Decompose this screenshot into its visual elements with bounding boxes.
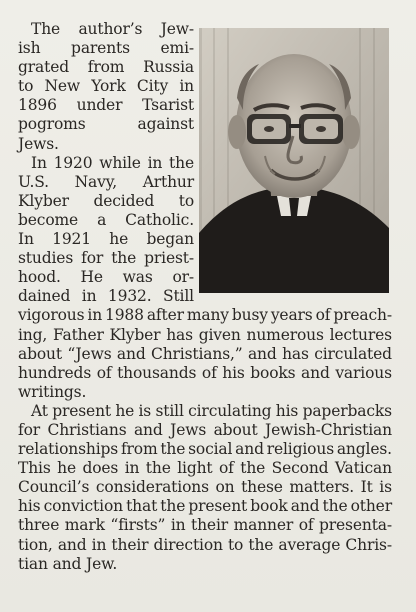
text-line: hood. He was or- (18, 268, 194, 287)
text-line: tian and Jew. (18, 554, 118, 573)
text-line: The author’s Jew- (31, 20, 194, 38)
text-line: ish parents emi- (18, 39, 194, 58)
text-line: Council’s considerations on these matters. It is (18, 478, 392, 497)
text-line: grated from Russia (18, 58, 194, 77)
text-line: At present he is still circulating his paperbacks (31, 401, 392, 420)
text-line: to New York City in (18, 77, 194, 96)
text-line: dained in 1932. Still (18, 287, 194, 306)
text-line: In 1920 while in the (31, 153, 194, 172)
text-line: U.S. Navy, Arthur (18, 172, 194, 191)
text-line: hundreds of thousands of his books and various (18, 363, 392, 382)
text-line: studies for the priest- (18, 249, 194, 268)
text-line: tion, and in their direction to the average Chris- (18, 535, 392, 554)
text-line: become a Catholic. (18, 210, 194, 229)
text-line: writings. (18, 382, 87, 401)
text-line: Jews. (18, 134, 59, 153)
text-line: about “Jews and Christians,” and has circulated (18, 344, 392, 363)
text-line: In 1921 he began (18, 230, 194, 249)
text-line: 1896 under Tsarist (18, 96, 194, 115)
text-line: Klyber decided to (18, 191, 194, 210)
paragraph (18, 402, 392, 574)
text-line: vigorous in 1988 after many busy years of preach- (18, 306, 392, 325)
text-line: pogroms against (18, 115, 194, 134)
text-line: relationships from the social and religious angles. (18, 440, 392, 459)
text-line: for Christians and Jews about Jewish-Christian (18, 420, 392, 439)
text-line: his conviction that the present book and the other (18, 497, 392, 516)
biography-text (18, 20, 392, 574)
text-line: ing, Father Klyber has given numerous lectures (18, 325, 392, 344)
text-line: This he does in the light of the Second Vatican (18, 459, 392, 478)
paragraph (18, 154, 392, 402)
paragraph (18, 20, 392, 154)
text-line: three mark “firsts” in their manner of presenta- (18, 516, 392, 535)
